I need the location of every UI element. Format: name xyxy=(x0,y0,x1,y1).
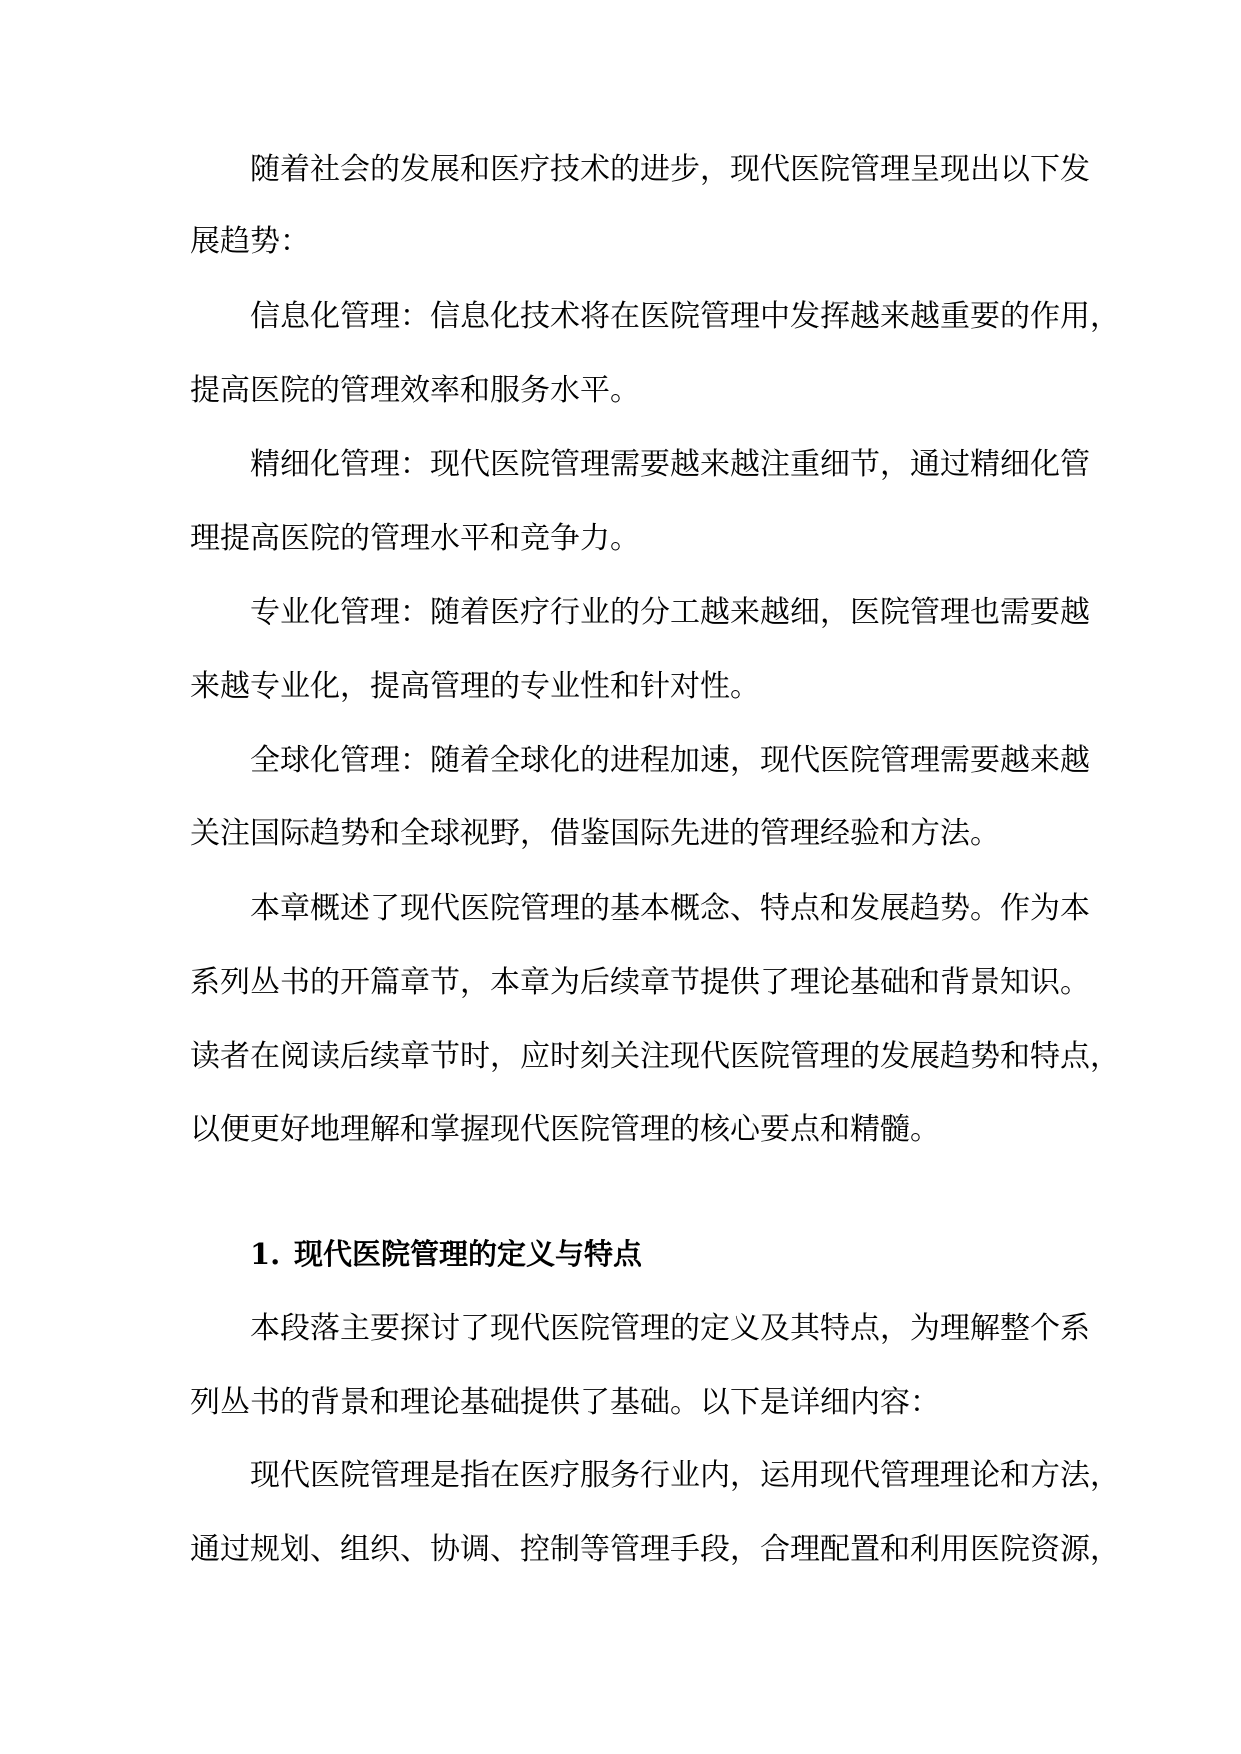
paragraph-line: 全球化管理：随着全球化的进程加速，现代医院管理需要越来越 xyxy=(250,743,1090,778)
paragraph-line: 专业化管理：随着医疗行业的分工越来越细，医院管理也需要越 xyxy=(250,595,1090,630)
paragraph-line: 精细化管理：现代医院管理需要越来越注重细节，通过精细化管 xyxy=(250,447,1090,482)
section-heading xyxy=(250,1232,642,1276)
paragraph-line: 提高医院的管理效率和服务水平。 xyxy=(190,373,640,408)
paragraph-line: 读者在阅读后续章节时，应时刻关注现代医院管理的发展趋势和特点， xyxy=(190,1039,1120,1074)
paragraph-line: 通过规划、组织、协调、控制等管理手段，合理配置和利用医院资源， xyxy=(190,1532,1120,1567)
section-title: 现代医院管理的定义与特点 xyxy=(294,1237,643,1271)
paragraph-line: 列丛书的背景和理论基础提供了基础。以下是详细内容： xyxy=(190,1385,940,1420)
paragraph-line: 本章概述了现代医院管理的基本概念、特点和发展趋势。作为本 xyxy=(250,891,1090,926)
paragraph-line: 关注国际趋势和全球视野，借鉴国际先进的管理经验和方法。 xyxy=(190,816,1000,851)
section-number: 1. xyxy=(250,1237,281,1271)
paragraph-line: 信息化管理：信息化技术将在医院管理中发挥越来越重要的作用， xyxy=(250,299,1120,334)
paragraph-line: 系列丛书的开篇章节，本章为后续章节提供了理论基础和背景知识。 xyxy=(190,965,1090,1000)
paragraph-line: 现代医院管理是指在医疗服务行业内，运用现代管理理论和方法， xyxy=(250,1458,1120,1493)
paragraph-line: 随着社会的发展和医疗技术的进步，现代医院管理呈现出以下发 xyxy=(250,152,1090,187)
paragraph-line: 展趋势： xyxy=(190,224,310,259)
paragraph-line: 理提高医院的管理水平和竞争力。 xyxy=(190,521,640,556)
paragraph-line: 本段落主要探讨了现代医院管理的定义及其特点，为理解整个系 xyxy=(250,1311,1090,1346)
paragraph-line: 以便更好地理解和掌握现代医院管理的核心要点和精髓。 xyxy=(190,1112,940,1147)
paragraph-line: 来越专业化，提高管理的专业性和针对性。 xyxy=(190,669,760,704)
